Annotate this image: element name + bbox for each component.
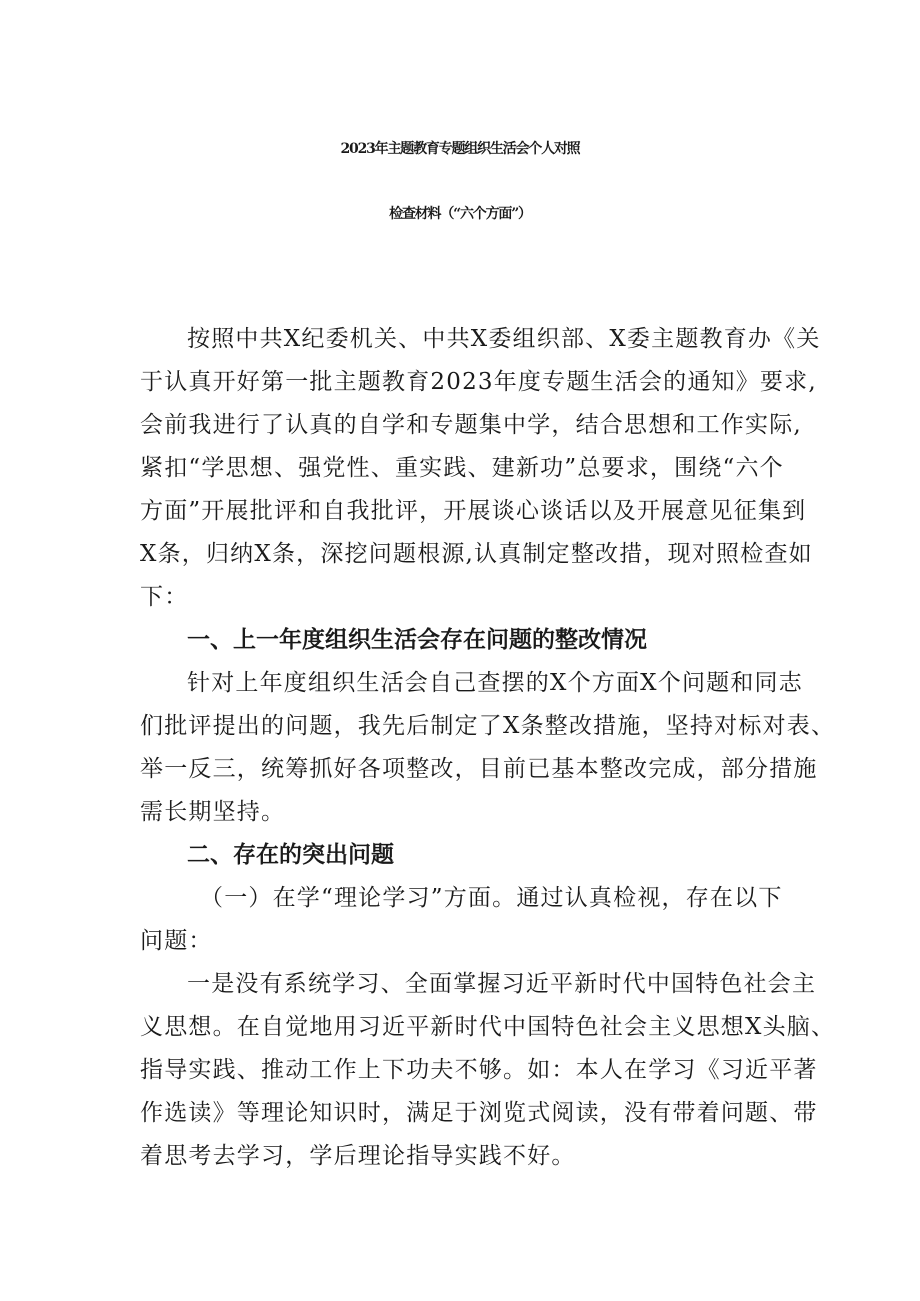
section-1-heading: 一、上一年度组织生活会存在问题的整改情况 [187,627,647,653]
section-2-heading: 二、存在的突出问题 [187,842,394,868]
subsection-1-line-2: 问题： [140,928,213,954]
section-1-line-3: 举一反三，统筹抓好各项整改，目前已基本整改完成，部分措施 [140,756,818,782]
point-1-line-4: 作选读》等理论知识时，满足于浏览式阅读，没有带着问题、带 [140,1100,818,1126]
section-1-line-4: 需长期坚持。 [140,799,286,825]
intro-line-3: 会前我进行了认真的自学和专题集中学，结合思想和工作实际, [140,412,802,438]
point-1-line-5: 着思考去学习，学后理论指导实践不好。 [140,1143,576,1169]
document-title-line-2: 检查材料（“六个方面”） [389,206,531,222]
subsection-1-line-1: （一）在学“理论学习”方面。通过认真检视，存在以下 [200,885,783,911]
document-title-line-1: 2023年主题教育专题组织生活会个人对照 [340,141,580,157]
point-1-line-2: 义思想。在自觉地用习近平新时代中国特色社会主义思想X头脑、 [140,1014,836,1040]
intro-line-5: 方面”开展批评和自我批评，开展谈心谈话以及开展意见征集到 [140,498,807,524]
intro-line-2: 于认真开好第一批主题教育2023年度专题生活会的通知》要求, [140,369,817,395]
intro-line-1: 按照中共X纪委机关、中共X委组织部、X委主题教育办《关 [187,326,821,352]
intro-line-4: 紧扣“学思想、强党性、重实践、建新功”总要求，围绕“六个 [140,455,784,481]
point-1-line-1: 一是没有系统学习、全面掌握习近平新时代中国特色社会主 [187,971,817,997]
intro-line-6: X条，归纳X条，深挖问题根源,认真制定整改措，现对照检查如 [140,541,813,567]
point-1-line-3: 指导实践、推动工作上下功夫不够。如：本人在学习《习近平著 [140,1057,818,1083]
intro-line-7: 下： [140,584,189,610]
section-1-line-2: 们批评提出的问题，我先后制定了X条整改措施，坚持对标对表、 [140,713,836,739]
section-1-line-1: 针对上年度组织生活会自己查摆的X个方面X个问题和同志 [187,670,803,696]
